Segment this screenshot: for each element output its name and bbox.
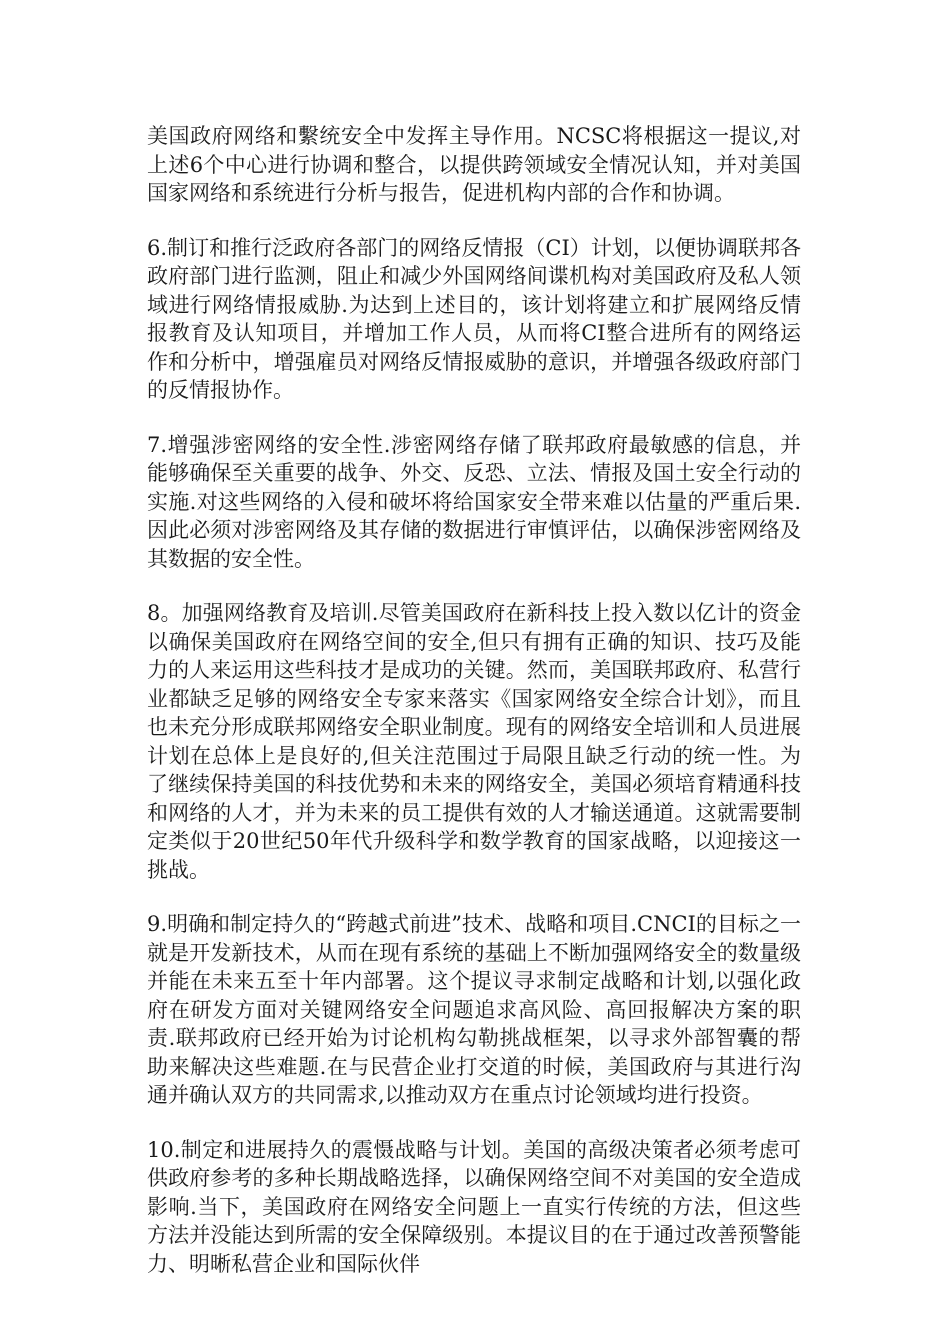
paragraph-ncsc-coordination: 美国政府网络和繫统安全中发挥主导作用。NCSC将根据这一提议,对上述6个中心进行协调和整合，以提供跨领域安全情况认知，并对美国国家网络和系统进行分析与报告，促进机构内部的合作和协调。 [147,124,801,205]
document-page [147,122,801,1304]
paragraph-item-10-deterrence: 10.制定和进展持久的震慑战略与计划。美国的高级决策者必须考虑可供政府参考的多种长期战略选择，以确保网络空间不对美国的安全造成影响.当下，美国政府在网络安全问题上一直实行传统的方法，但这些方法并没能达到所需的安全保障级别。本提议目的在于通过改善预警能力、明晰私营企业和国际伙伴 [147,1137,801,1276]
paragraph-item-8-education-training: 8。加强网络教育及培训.尽管美国政府在新科技上投入数以亿计的资金以确保美国政府在网络空间的安全,但只有拥有正确的知识、技巧及能力的人来运用这些科技才是成功的关键。然而，美国联邦政府、私营行业都缺乏足够的网络安全专家来落实《国家网络安全综合计划》，而且也未充分形成联邦网络安全职业制度。现有的网络安全培训和人员进展计划在总体上是良好的,但关注范围过于局限且缺乏行动的统一性。为了继续保持美国的科技优势和未来的网络安全，美国必须培育精通科技和网络的人才，并为未来的员工提供有效的人才输送通道。这就需要制定类似于20世纪50年代升级科学和数学教育的国家战略，以迎接这一挑战。 [147,601,801,882]
paragraph-item-9-leap-ahead: 9.明确和制定持久的“跨越式前进”技术、战略和项目.CNCI的目标之一就是开发新技术，从而在现有系统的基础上不断加强网络安全的数量级并能在未来五至十年内部署。这个提议寻求制定战略和计划,以强化政府在研发方面对关键网络安全问题追求高风险、高回报解决方案的职责.联邦政府已经开始为讨论机构勾勒挑战框架，以寻求外部智囊的帮助来解决这些难题.在与民营企业打交道的时候，美国政府与其进行沟通并确认双方的共同需求,以推动双方在重点讨论领域均进行投资。 [147,912,801,1107]
paragraph-item-6-counterintelligence: 6.制订和推行泛政府各部门的网络反情报（CI）计划，以便协调联邦各政府部门进行监测，阻止和减少外国网络间谍机构对美国政府及私人领域进行网络情报威胁.为达到上述目的，该计划将建立和扩展网络反情报教育及认知项目，并增加工作人员，从而将CI整合进所有的网络运作和分析中，增强雇员对网络反情报威胁的意识，并增强各级政府部门的反情报协作。 [147,235,801,402]
paragraph-item-7-classified-networks: 7.增强涉密网络的安全性.涉密网络存储了联邦政府最敏感的信息，并能够确保至关重要的战争、外交、反恐、立法、情报及国土安全行动的实施.对这些网络的入侵和破坏将给国家安全带来难以估量的严重后果.因此必须对涉密网络及其存储的数据进行审慎评估，以确保涉密网络及其数据的安全性。 [147,432,801,571]
